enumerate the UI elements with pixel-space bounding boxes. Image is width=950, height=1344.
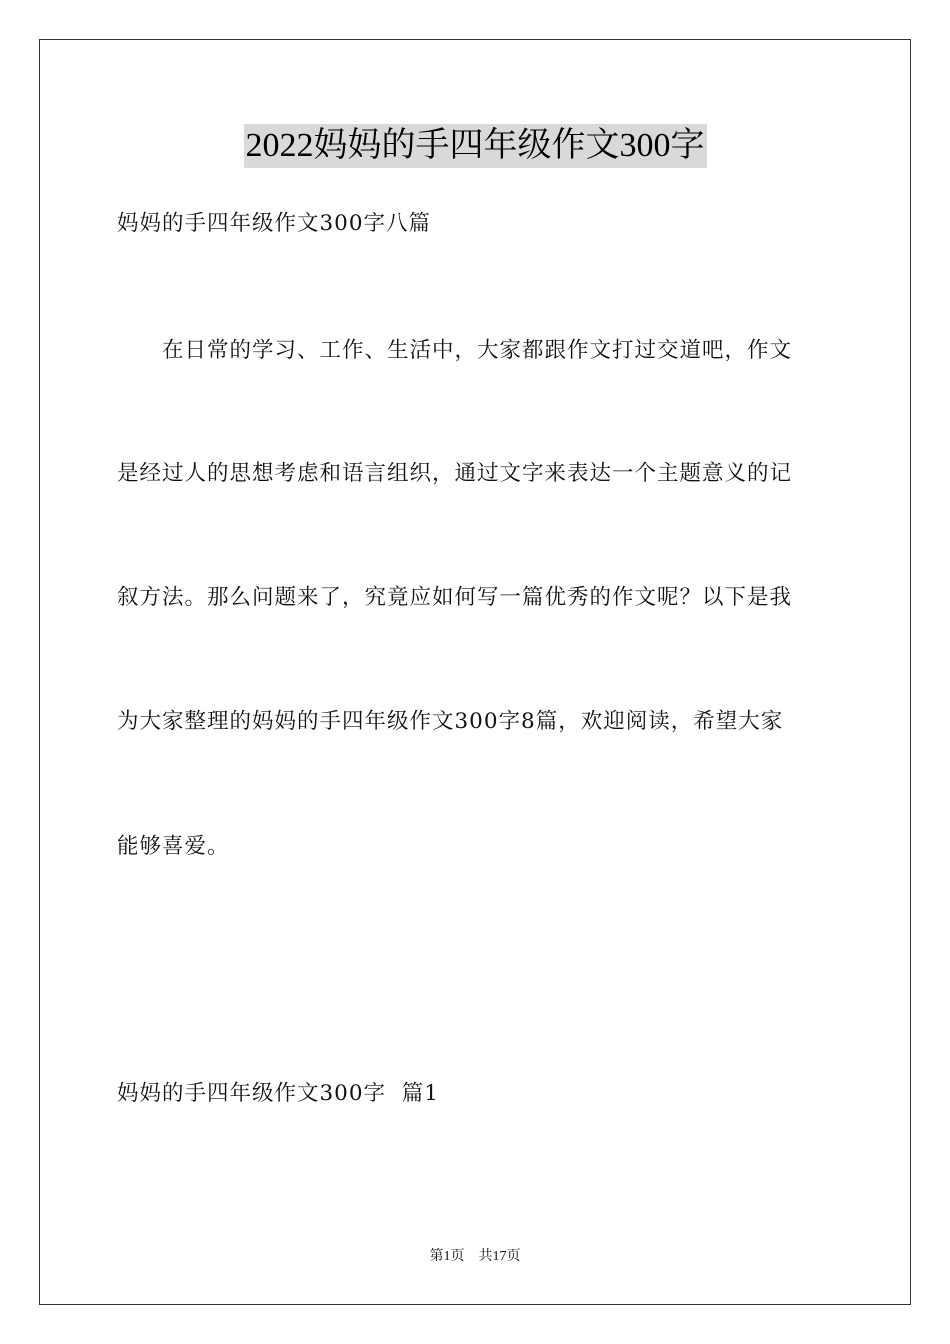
page-number: 第1页 — [429, 1249, 465, 1264]
paragraph-line-5: 能够喜爱。 — [117, 834, 230, 859]
document-title: 2022妈妈的手四年级作文300字 — [244, 124, 707, 168]
paragraph-line-2: 是经过人的思想考虑和语言组织，通过文字来表达一个主题意义的记 — [117, 461, 793, 486]
paragraph-line-1: 在日常的学习、工作、生活中，大家都跟作文打过交道吧，作文 — [117, 338, 793, 363]
paragraph-line-3: 叙方法。那么问题来了，究竟应如何写一篇优秀的作文呢？以下是我 — [117, 585, 793, 610]
title-container — [0, 124, 950, 168]
paragraph-line-4: 为大家整理的妈妈的手四年级作文300字8篇，欢迎阅读，希望大家 — [117, 709, 784, 734]
section-heading: 妈妈的手四年级作文300字 篇1 — [117, 1081, 439, 1106]
page-total: 共17页 — [478, 1249, 521, 1264]
page-footer — [0, 1247, 950, 1267]
document-subtitle: 妈妈的手四年级作文300字八篇 — [117, 211, 432, 236]
